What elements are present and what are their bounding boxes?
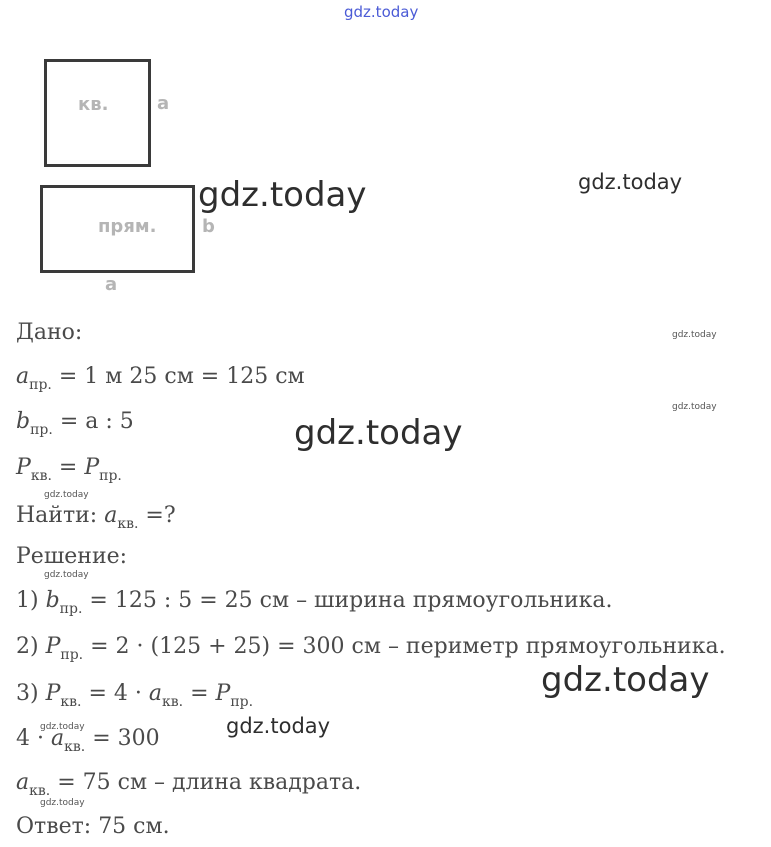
watermark: gdz.today xyxy=(40,798,85,808)
square-label: кв. xyxy=(78,94,109,115)
given-line-b: $b_{пр.} = a$ : 5 xyxy=(16,409,134,438)
given-line-a: $a_{пр.} = 1$ м 25 см = 125 см xyxy=(16,364,305,393)
given-line-p: $P_{кв.} = P_{пр.}$ xyxy=(16,455,122,484)
watermark: gdz.today xyxy=(294,413,463,453)
watermark: gdz.today xyxy=(672,330,717,340)
watermark: gdz.today xyxy=(40,722,85,732)
watermark: gdz.today xyxy=(672,402,717,412)
watermark: gdz.today xyxy=(226,714,331,738)
watermark: gdz.today xyxy=(44,490,89,500)
rectangle-bottom-label: a xyxy=(105,274,118,295)
rectangle-side-label: b xyxy=(202,216,215,237)
solution-step-3-result: $a_{кв.} = 75$ см – длина квадрата. xyxy=(16,770,362,799)
solution-step-3-equation: $4 \cdot a_{кв.} = 300$ xyxy=(16,726,160,755)
solution-step-3: 3) $P_{кв.} = 4 \cdot a_{кв.} = P_{пр.}$ xyxy=(16,681,254,710)
find-line: Найти: $a_{кв.}$ =? xyxy=(16,503,176,532)
rectangle-label: прям. xyxy=(98,216,157,237)
watermark: gdz.today xyxy=(44,570,89,580)
solution-heading: Решение: xyxy=(16,544,128,569)
watermark: gdz.today xyxy=(198,175,367,215)
solution-step-2: 2) $P_{пр.} = 2 \cdot (125 + 25) = 300$ см – периметр прямоугольника. xyxy=(16,634,726,663)
square-side-label: a xyxy=(157,93,170,114)
solution-step-1: 1) $b_{пр.} = 125$ : 5 = 25 см – ширина прямоугольника. xyxy=(16,588,613,617)
watermark-top: gdz.today xyxy=(344,3,419,21)
given-heading: Дано: xyxy=(16,320,83,345)
watermark: gdz.today xyxy=(578,170,683,194)
answer-line: Ответ: 75 см. xyxy=(16,814,170,839)
watermark: gdz.today xyxy=(541,660,710,700)
